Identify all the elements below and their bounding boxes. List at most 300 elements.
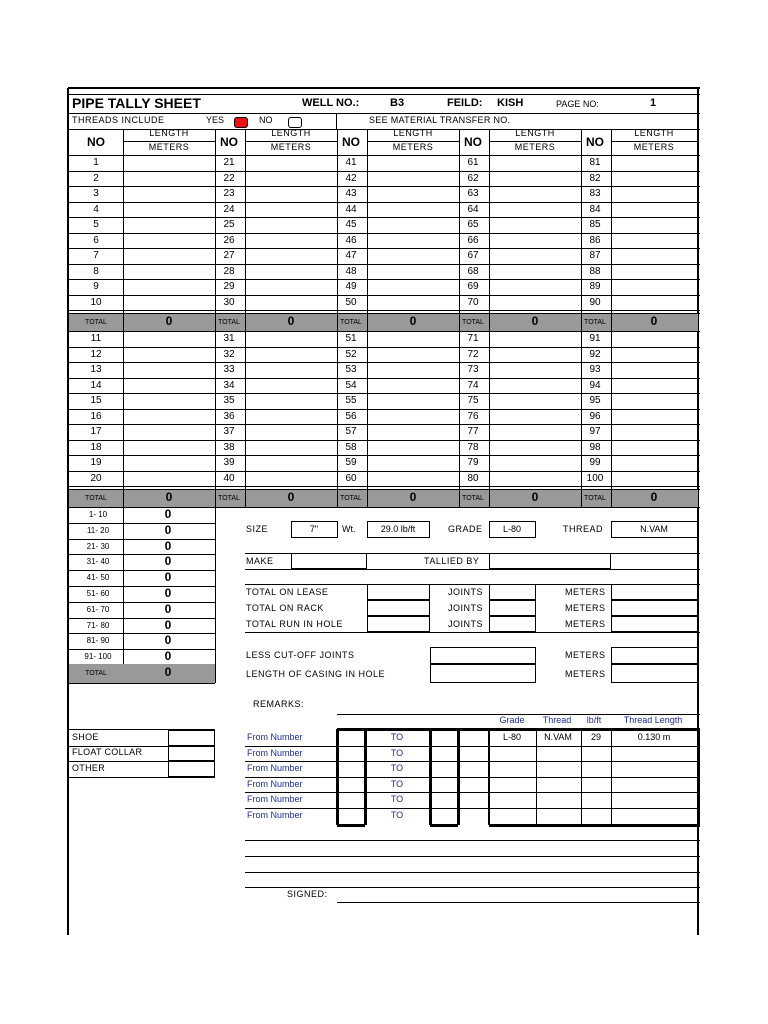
column-meters-header: METERS <box>514 142 556 152</box>
row-number: 85 <box>589 219 601 230</box>
row-number: 91 <box>589 333 601 344</box>
length-cell[interactable] <box>490 348 580 362</box>
row-number: 60 <box>345 472 357 484</box>
header-divider <box>68 113 700 114</box>
length-cell[interactable] <box>246 363 336 377</box>
row-number: 63 <box>467 188 479 199</box>
length-cell[interactable] <box>368 456 458 470</box>
length-cell[interactable] <box>612 249 697 263</box>
grid-line <box>215 507 216 683</box>
length-cell[interactable] <box>490 441 580 455</box>
row-number: 5 <box>93 219 99 230</box>
summary-value: 0 <box>164 522 172 537</box>
length-cell[interactable] <box>124 296 214 310</box>
length-cell[interactable] <box>368 234 458 248</box>
total-on-rack-label: TOTAL ON RACK <box>246 603 324 613</box>
row-number: 2 <box>93 172 99 184</box>
row-number: 16 <box>90 410 102 422</box>
length-cell[interactable] <box>124 472 214 486</box>
grade-value: L-80 <box>502 524 522 534</box>
length-cell[interactable] <box>490 410 580 424</box>
yes-checkbox[interactable] <box>234 117 248 128</box>
row-number: 53 <box>345 364 357 375</box>
length-cell[interactable] <box>368 280 458 294</box>
summary-range: 71- 80 <box>86 620 110 630</box>
summary-value: 0 <box>164 586 172 600</box>
row-number: 77 <box>467 426 479 437</box>
lbft-header: lb/ft <box>586 715 602 725</box>
summary-range: 61- 70 <box>86 604 110 614</box>
row-number: 78 <box>467 441 479 453</box>
column-no-header: NO <box>220 135 238 149</box>
summary-range: 81- 90 <box>86 636 110 646</box>
length-cell[interactable] <box>490 249 580 263</box>
casing-length-meters-field[interactable] <box>611 664 698 683</box>
sheet-title: PIPE TALLY SHEET <box>72 95 201 111</box>
size-label: SIZE <box>246 524 269 534</box>
length-cell[interactable] <box>246 172 336 186</box>
length-cell[interactable] <box>124 456 214 470</box>
length-cell[interactable] <box>124 394 214 408</box>
length-cell[interactable] <box>612 363 697 377</box>
grade-value: L-80 <box>502 732 522 742</box>
total-label: TOTAL <box>218 495 240 502</box>
row-number: 13 <box>90 364 102 375</box>
summary-range: 1- 10 <box>88 510 108 519</box>
length-cell[interactable] <box>246 425 336 439</box>
grid-line <box>337 824 365 827</box>
summary-value: 0 <box>164 633 172 648</box>
length-cell[interactable] <box>490 203 580 217</box>
length-cell[interactable] <box>490 234 580 248</box>
well-no-value: B3 <box>390 97 405 109</box>
summary-range: 91- 100 <box>84 652 112 662</box>
length-cell[interactable] <box>490 187 580 201</box>
thread-length-value: 0.130 m <box>637 732 671 742</box>
row-number: 73 <box>467 364 479 375</box>
length-cell[interactable] <box>490 218 580 232</box>
grid-line <box>245 777 700 778</box>
row-number: 82 <box>589 172 601 184</box>
row-number: 3 <box>93 188 99 199</box>
frame-left <box>67 88 69 935</box>
column-meters-header: METERS <box>633 142 675 152</box>
length-cell[interactable] <box>124 425 214 439</box>
total-on-lease-meters-field[interactable] <box>611 584 698 600</box>
row-number: 45 <box>345 219 357 230</box>
row-number: 35 <box>223 395 235 406</box>
other-label: OTHER <box>72 763 105 773</box>
length-cell[interactable] <box>124 156 214 170</box>
column-meters-header: METERS <box>270 142 312 152</box>
row-number: 49 <box>345 281 357 292</box>
length-cell[interactable] <box>490 172 580 186</box>
total-label: TOTAL <box>584 319 606 326</box>
length-cell[interactable] <box>246 348 336 362</box>
grid-line <box>245 569 700 570</box>
length-cell[interactable] <box>490 280 580 294</box>
length-cell[interactable] <box>124 249 214 263</box>
grid-line <box>68 602 215 603</box>
row-number: 10 <box>90 296 102 308</box>
summary-range: 11- 20 <box>86 525 110 535</box>
length-cell[interactable] <box>612 472 697 486</box>
length-cell[interactable] <box>490 363 580 377</box>
length-cell[interactable] <box>246 379 336 393</box>
row-number: 38 <box>223 441 235 453</box>
make-field[interactable] <box>291 553 367 569</box>
length-cell[interactable] <box>124 410 214 424</box>
length-cell[interactable] <box>368 394 458 408</box>
length-cell[interactable] <box>368 249 458 263</box>
grid-line <box>245 887 700 888</box>
grid-line <box>245 840 700 841</box>
row-number: 14 <box>90 379 102 391</box>
length-cell[interactable] <box>612 394 697 408</box>
length-cell[interactable] <box>612 348 697 362</box>
summary-value: 0 <box>164 601 172 616</box>
other-field[interactable] <box>168 761 215 777</box>
summary-value: 0 <box>164 507 172 521</box>
casing-length-field[interactable] <box>430 664 536 683</box>
summary-range: 31- 40 <box>86 557 110 567</box>
total-on-lease-joints-field[interactable] <box>489 584 536 600</box>
total-label: TOTAL <box>584 495 606 502</box>
length-cell[interactable] <box>124 265 214 279</box>
less-cutoff-meters-field[interactable] <box>611 647 698 664</box>
grid-line <box>68 507 700 508</box>
total-on-rack-field[interactable] <box>367 600 430 616</box>
row-number: 21 <box>223 157 235 168</box>
length-cell[interactable] <box>246 187 336 201</box>
row-number: 47 <box>345 250 357 261</box>
signed-label: SIGNED: <box>287 889 328 899</box>
length-cell[interactable] <box>124 348 214 362</box>
total-run-in-hole-meters-field[interactable] <box>611 616 698 632</box>
length-cell[interactable] <box>124 332 214 346</box>
length-cell[interactable] <box>124 234 214 248</box>
casing-length-label: LENGTH OF CASING IN HOLE <box>246 669 386 679</box>
row-number: 36 <box>223 410 235 422</box>
row-number: 11 <box>90 333 102 344</box>
total-on-lease-field[interactable] <box>367 584 430 600</box>
length-cell[interactable] <box>368 348 458 362</box>
grid-line <box>245 746 700 747</box>
row-number: 6 <box>93 234 99 246</box>
row-number: 7 <box>93 250 99 261</box>
column-meters-header: METERS <box>148 142 190 152</box>
row-number: 64 <box>467 203 479 215</box>
row-number: 93 <box>589 364 601 375</box>
material-transfer-label: SEE MATERIAL TRANSFER NO. <box>369 115 511 125</box>
total-on-rack-joints-field[interactable] <box>489 600 536 616</box>
summary-total-value: 0 <box>164 665 172 679</box>
column-divider <box>245 129 246 507</box>
grid-line <box>68 618 215 619</box>
length-cell[interactable] <box>368 472 458 486</box>
row-number: 1 <box>93 157 99 168</box>
length-cell[interactable] <box>368 441 458 455</box>
summary-range: 21- 30 <box>86 541 110 551</box>
total-label: TOTAL <box>85 319 107 326</box>
from-number-label: From Number <box>247 747 303 758</box>
row-number: 58 <box>345 441 357 453</box>
length-cell[interactable] <box>368 156 458 170</box>
row-number: 65 <box>467 219 479 230</box>
row-number: 88 <box>589 265 601 277</box>
grid-line <box>68 777 215 778</box>
total-run-in-hole-label: TOTAL RUN IN HOLE <box>246 619 343 629</box>
length-cell[interactable] <box>612 441 697 455</box>
length-cell[interactable] <box>246 296 336 310</box>
row-number: 28 <box>223 265 235 277</box>
row-number: 40 <box>223 472 235 484</box>
row-number: 44 <box>345 203 357 215</box>
row-number: 51 <box>345 333 357 344</box>
row-number: 17 <box>90 426 102 437</box>
row-number: 52 <box>345 348 357 360</box>
column-divider <box>367 129 368 507</box>
grid-line <box>245 856 700 857</box>
row-number: 34 <box>223 379 235 391</box>
grade-label: GRADE <box>448 524 483 534</box>
length-cell[interactable] <box>368 425 458 439</box>
grid-line <box>245 872 700 873</box>
column-divider <box>581 129 582 507</box>
row-number: 96 <box>589 410 601 422</box>
shoe-field[interactable] <box>168 730 215 746</box>
length-cell[interactable] <box>368 410 458 424</box>
total-label: TOTAL <box>340 495 362 502</box>
length-cell[interactable] <box>490 456 580 470</box>
total-run-in-hole-field[interactable] <box>367 616 430 632</box>
row-number: 90 <box>589 296 601 308</box>
row-number: 62 <box>467 172 479 184</box>
length-cell[interactable] <box>368 172 458 186</box>
signature-line <box>337 902 700 903</box>
length-cell[interactable] <box>490 296 580 310</box>
row-number: 61 <box>467 157 479 168</box>
block-total-value: 0 <box>165 314 173 328</box>
row-number: 37 <box>223 426 235 437</box>
row-number: 22 <box>223 172 235 184</box>
length-cell[interactable] <box>246 410 336 424</box>
joints-label: JOINTS <box>448 587 484 597</box>
less-cutoff-label: LESS CUT-OFF JOINTS <box>246 650 355 660</box>
length-cell[interactable] <box>612 296 697 310</box>
total-on-rack-meters-field[interactable] <box>611 600 698 616</box>
total-run-in-hole-joints-field[interactable] <box>489 616 536 632</box>
tallied-by-field[interactable] <box>489 553 611 569</box>
row-number: 66 <box>467 234 479 246</box>
size-value: 7" <box>309 524 319 534</box>
length-cell[interactable] <box>124 218 214 232</box>
to-label: TO <box>390 747 404 758</box>
length-cell[interactable] <box>124 203 214 217</box>
summary-value: 0 <box>164 554 172 569</box>
length-cell[interactable] <box>246 332 336 346</box>
column-divider <box>337 129 338 507</box>
to-label: TO <box>390 763 404 773</box>
length-cell[interactable] <box>612 410 697 424</box>
from-number-label: From Number <box>247 809 303 820</box>
length-cell[interactable] <box>246 394 336 408</box>
thread-length-header: Thread Length <box>623 715 683 725</box>
row-number: 23 <box>223 188 235 199</box>
column-no-header: NO <box>586 135 604 149</box>
meters-label: METERS <box>565 603 606 613</box>
field-value: KISH <box>497 97 524 109</box>
row-number: 71 <box>467 333 479 344</box>
length-cell[interactable] <box>246 156 336 170</box>
page-no-value: 1 <box>650 97 657 109</box>
grid-line <box>68 310 700 311</box>
from-number-label: From Number <box>247 732 303 742</box>
length-cell[interactable] <box>612 332 697 346</box>
length-cell[interactable] <box>368 379 458 393</box>
row-number: 54 <box>345 379 357 391</box>
less-cutoff-field[interactable] <box>430 647 536 664</box>
meters-label: METERS <box>565 650 606 660</box>
row-number: 56 <box>345 410 357 422</box>
length-cell[interactable] <box>246 203 336 217</box>
row-number: 9 <box>93 281 99 292</box>
length-cell[interactable] <box>124 187 214 201</box>
length-cell[interactable] <box>124 280 214 294</box>
from-number-label: From Number <box>247 763 303 773</box>
length-cell[interactable] <box>490 332 580 346</box>
length-cell[interactable] <box>124 172 214 186</box>
grid-line <box>245 792 700 793</box>
block-total-value: 0 <box>165 490 173 504</box>
length-cell[interactable] <box>490 156 580 170</box>
row-number: 4 <box>93 203 99 215</box>
length-cell[interactable] <box>246 472 336 486</box>
length-cell[interactable] <box>490 425 580 439</box>
length-cell[interactable] <box>246 456 336 470</box>
column-length-header: LENGTH <box>149 128 189 138</box>
to-label: TO <box>390 732 404 742</box>
make-label: MAKE <box>246 556 274 566</box>
summary-value: 0 <box>164 570 172 585</box>
row-number: 81 <box>589 157 601 168</box>
row-number: 24 <box>223 203 235 215</box>
row-number: 99 <box>589 457 601 468</box>
length-cell[interactable] <box>368 203 458 217</box>
length-cell[interactable] <box>246 265 336 279</box>
length-cell[interactable] <box>612 280 697 294</box>
thread-value: N.VAM <box>640 524 668 534</box>
total-label: TOTAL <box>462 495 484 502</box>
column-meters-header: METERS <box>392 142 434 152</box>
length-cell[interactable] <box>368 187 458 201</box>
length-cell[interactable] <box>612 265 697 279</box>
length-cell[interactable] <box>124 363 214 377</box>
grid-line <box>68 683 215 684</box>
grid-line <box>245 553 700 554</box>
column-divider <box>459 129 460 507</box>
length-cell[interactable] <box>612 203 697 217</box>
row-number: 57 <box>345 426 357 437</box>
length-cell[interactable] <box>490 379 580 393</box>
column-no-header: NO <box>342 135 360 149</box>
grid-line <box>68 586 215 587</box>
summary-range: 41- 50 <box>86 573 110 583</box>
length-cell[interactable] <box>612 234 697 248</box>
grid-line <box>68 489 700 490</box>
grid-line <box>68 523 215 524</box>
length-cell[interactable] <box>368 363 458 377</box>
total-label: TOTAL <box>85 495 107 502</box>
length-cell[interactable] <box>490 394 580 408</box>
frame-top <box>68 87 700 89</box>
row-number: 95 <box>589 395 601 406</box>
row-number: 100 <box>586 472 604 484</box>
row-number: 89 <box>589 281 601 292</box>
length-cell[interactable] <box>612 187 697 201</box>
length-cell[interactable] <box>246 280 336 294</box>
row-number: 87 <box>589 250 601 261</box>
length-cell[interactable] <box>124 379 214 393</box>
grid-line <box>123 507 124 683</box>
no-checkbox[interactable] <box>288 117 302 128</box>
row-number: 75 <box>467 395 479 406</box>
row-number: 30 <box>223 296 235 308</box>
block-total-value: 0 <box>287 314 295 328</box>
float-collar-field[interactable] <box>168 745 215 761</box>
length-cell[interactable] <box>490 265 580 279</box>
thread-value: N.VAM <box>544 732 572 742</box>
length-header-divider <box>489 141 581 142</box>
row-number: 59 <box>345 457 357 468</box>
wt-value: 29.0 lb/ft <box>380 524 416 534</box>
length-header-divider <box>611 141 698 142</box>
length-cell[interactable] <box>246 218 336 232</box>
length-cell[interactable] <box>612 456 697 470</box>
row-number: 29 <box>223 281 235 292</box>
total-label: TOTAL <box>218 319 240 326</box>
grid-line <box>68 649 215 650</box>
grid-line <box>489 824 700 827</box>
length-cell[interactable] <box>246 249 336 263</box>
grid-line <box>68 486 700 487</box>
threads-include-label: THREADS INCLUDE <box>72 115 165 125</box>
summary-value: 0 <box>164 649 172 664</box>
length-cell[interactable] <box>368 218 458 232</box>
row-number: 32 <box>223 348 235 360</box>
row-number: 50 <box>345 296 357 308</box>
row-number: 92 <box>589 348 601 360</box>
row-number: 74 <box>467 379 479 391</box>
joints-label: JOINTS <box>448 603 484 613</box>
row-number: 25 <box>223 219 235 230</box>
length-cell[interactable] <box>490 472 580 486</box>
length-cell[interactable] <box>124 441 214 455</box>
length-cell[interactable] <box>612 172 697 186</box>
length-cell[interactable] <box>612 425 697 439</box>
length-cell[interactable] <box>368 332 458 346</box>
length-header-divider <box>123 141 215 142</box>
column-length-header: LENGTH <box>634 128 674 138</box>
length-cell[interactable] <box>246 234 336 248</box>
length-cell[interactable] <box>612 218 697 232</box>
length-cell[interactable] <box>612 156 697 170</box>
summary-value: 0 <box>164 617 172 632</box>
length-cell[interactable] <box>246 441 336 455</box>
length-cell[interactable] <box>368 296 458 310</box>
length-cell[interactable] <box>368 265 458 279</box>
length-cell[interactable] <box>612 379 697 393</box>
